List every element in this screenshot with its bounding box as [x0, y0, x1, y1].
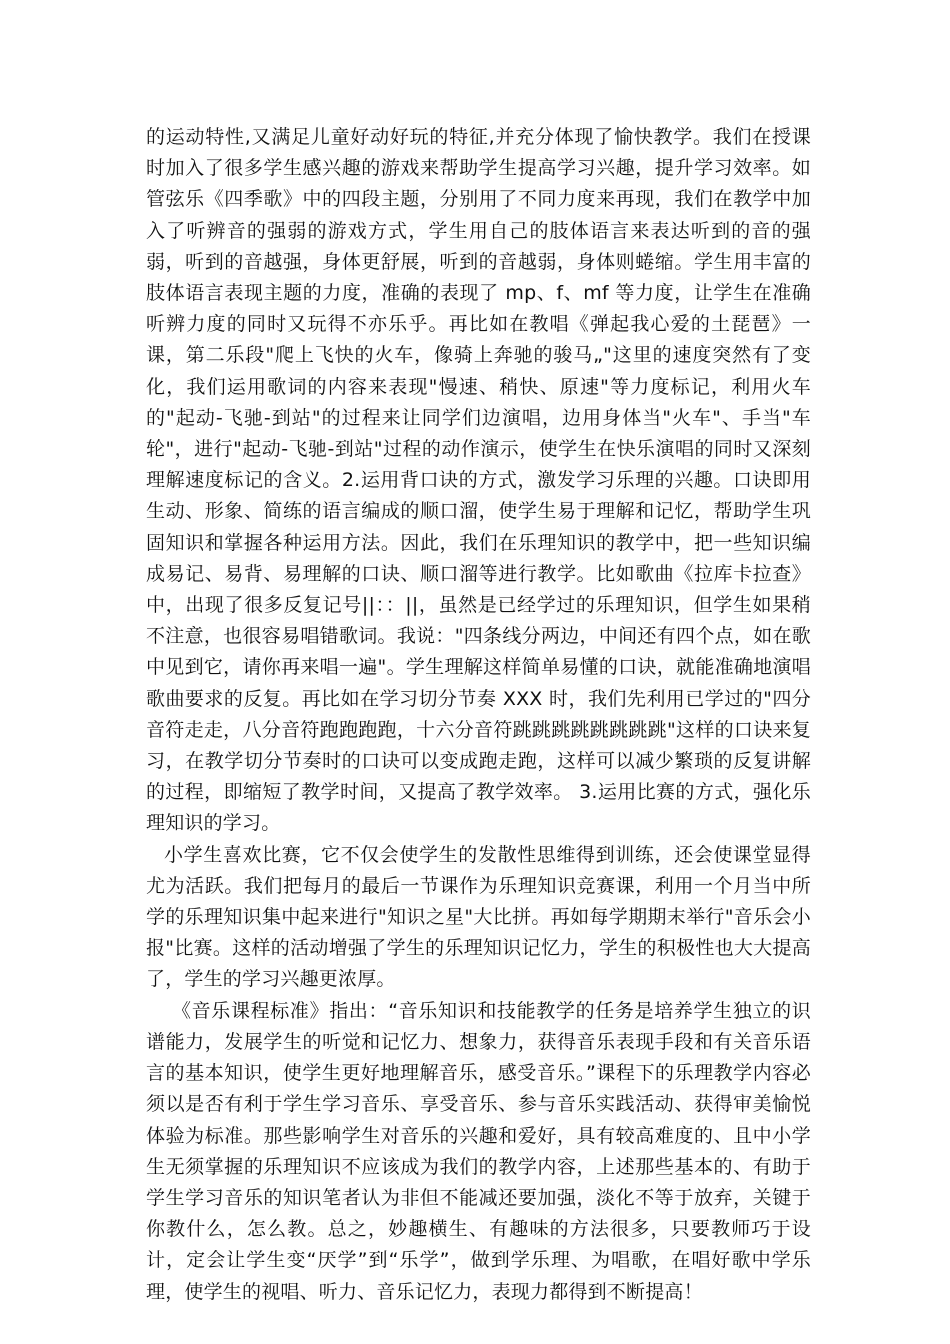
paragraph-teaching-methods: 的运动特性,又满足儿童好动好玩的特征,并充分体现了愉快教学。我们在授课时加入了很多学生感兴趣的游戏来帮助学生提高学习兴趣，提升学习效率。如管弦乐《四季歌》中的四段主题，分别用了不同力度来再现，我们在教学中加入了听辨音的强弱的游戏方式，学生用自己的肢体语言来表达听到的音的强弱，听到的音越强，身体更舒展，听到的音越弱，身体则蜷缩。学生用丰富的肢体语言表现主题的力度，准确的表现了 mp、f、mf 等力度，让学生在准确听辨力度的同时又玩得不亦乐乎。再比如在教唱《弹起我心爱的土琵琶》一课，第二乐段"爬上飞快的火车，像骑上奔驰的骏马„"这里的速度突然有了变化，我们运用歌词的内容来表现"慢速、稍快、原速"等力度标记，利用火车的"起动-飞驰-到站"的过程来让同学们边演唱，边用身体当"火车"、手当"车轮"，进行"起动-飞驰-到站"过程的动作演示，使学生在快乐演唱的同时又深刻理解速度标记的含义。2.运用背口诀的方式，激发学习乐理的兴趣。口诀即用生动、形象、简练的语言编成的顺口溜，使学生易于理解和记忆，帮助学生巩固知识和掌握各种运用方法。因此，我们在乐理知识的教学中，把一些知识编成易记、易背、易理解的口诀、顺口溜等进行教学。比如歌曲《拉库卡拉查》中，出现了很多反复记号||：：||，虽然是已经学过的乐理知识，但学生如果稍不注意，也很容易唱错歌词。我说："四条线分两边，中间还有四个点，如在歌中见到它，请你再来唱一遍"。学生理解这样简单易懂的口诀，就能准确地演唱歌曲要求的反复。再比如在学习切分节奏 XXX 时，我们先利用已学过的"四分音符走走，八分音符跑跑跑跑，十六分音符跳跳跳跳跳跳跳跳"这样的口诀来复习，在教学切分节奏时的口诀可以变成跑走跑，这样可以减少繁琐的反复讲解的过程，即缩短了教学时间，又提高了教学效率。 3.运用比赛的方式，强化乐理知识的学习。	[146, 126, 811, 835]
article-body	[146, 122, 811, 1308]
paragraph-competition: 小学生喜欢比赛，它不仅会使学生的发散性思维得到训练，还会使课堂显得尤为活跃。我们把每月的最后一节课作为乐理知识竞赛课，利用一个月当中所学的乐理知识集中起来进行"知识之星"大比拼。再如每学期期末举行"音乐会小报"比赛。这样的活动增强了学生的乐理知识记忆力，学生的积极性也大大提高了，学生的学习兴趣更浓厚。	[146, 843, 811, 991]
paragraph-curriculum-standard: 《音乐课程标准》指出：“音乐知识和技能教学的任务是培养学生独立的识谱能力，发展学生的听觉和记忆力、想象力，获得音乐表现手段和有关音乐语言的基本知识，使学生更好地理解音乐，感受音乐。”课程下的乐理教学内容必须以是否有利于学生学习音乐、享受音乐、参与音乐实践活动、获得审美愉悦体验为标准。那些影响学生对音乐的兴趣和爱好，具有较高难度的、且中小学生无须掌握的乐理知识不应该成为我们的教学内容，上述那些基本的、有助于学生学习音乐的知识笔者认为非但不能减还要加强，淡化不等于放弃，关键于你教什么，怎么教。总之，妙趣横生、有趣味的方法很多，只要教师巧于设计，定会让学生变“厌学”到“乐学”，做到学乐理、为唱歌，在唱好歌中学乐理，使学生的视唱、听力、音乐记忆力，表现力都得到不断提高！	[146, 999, 811, 1303]
